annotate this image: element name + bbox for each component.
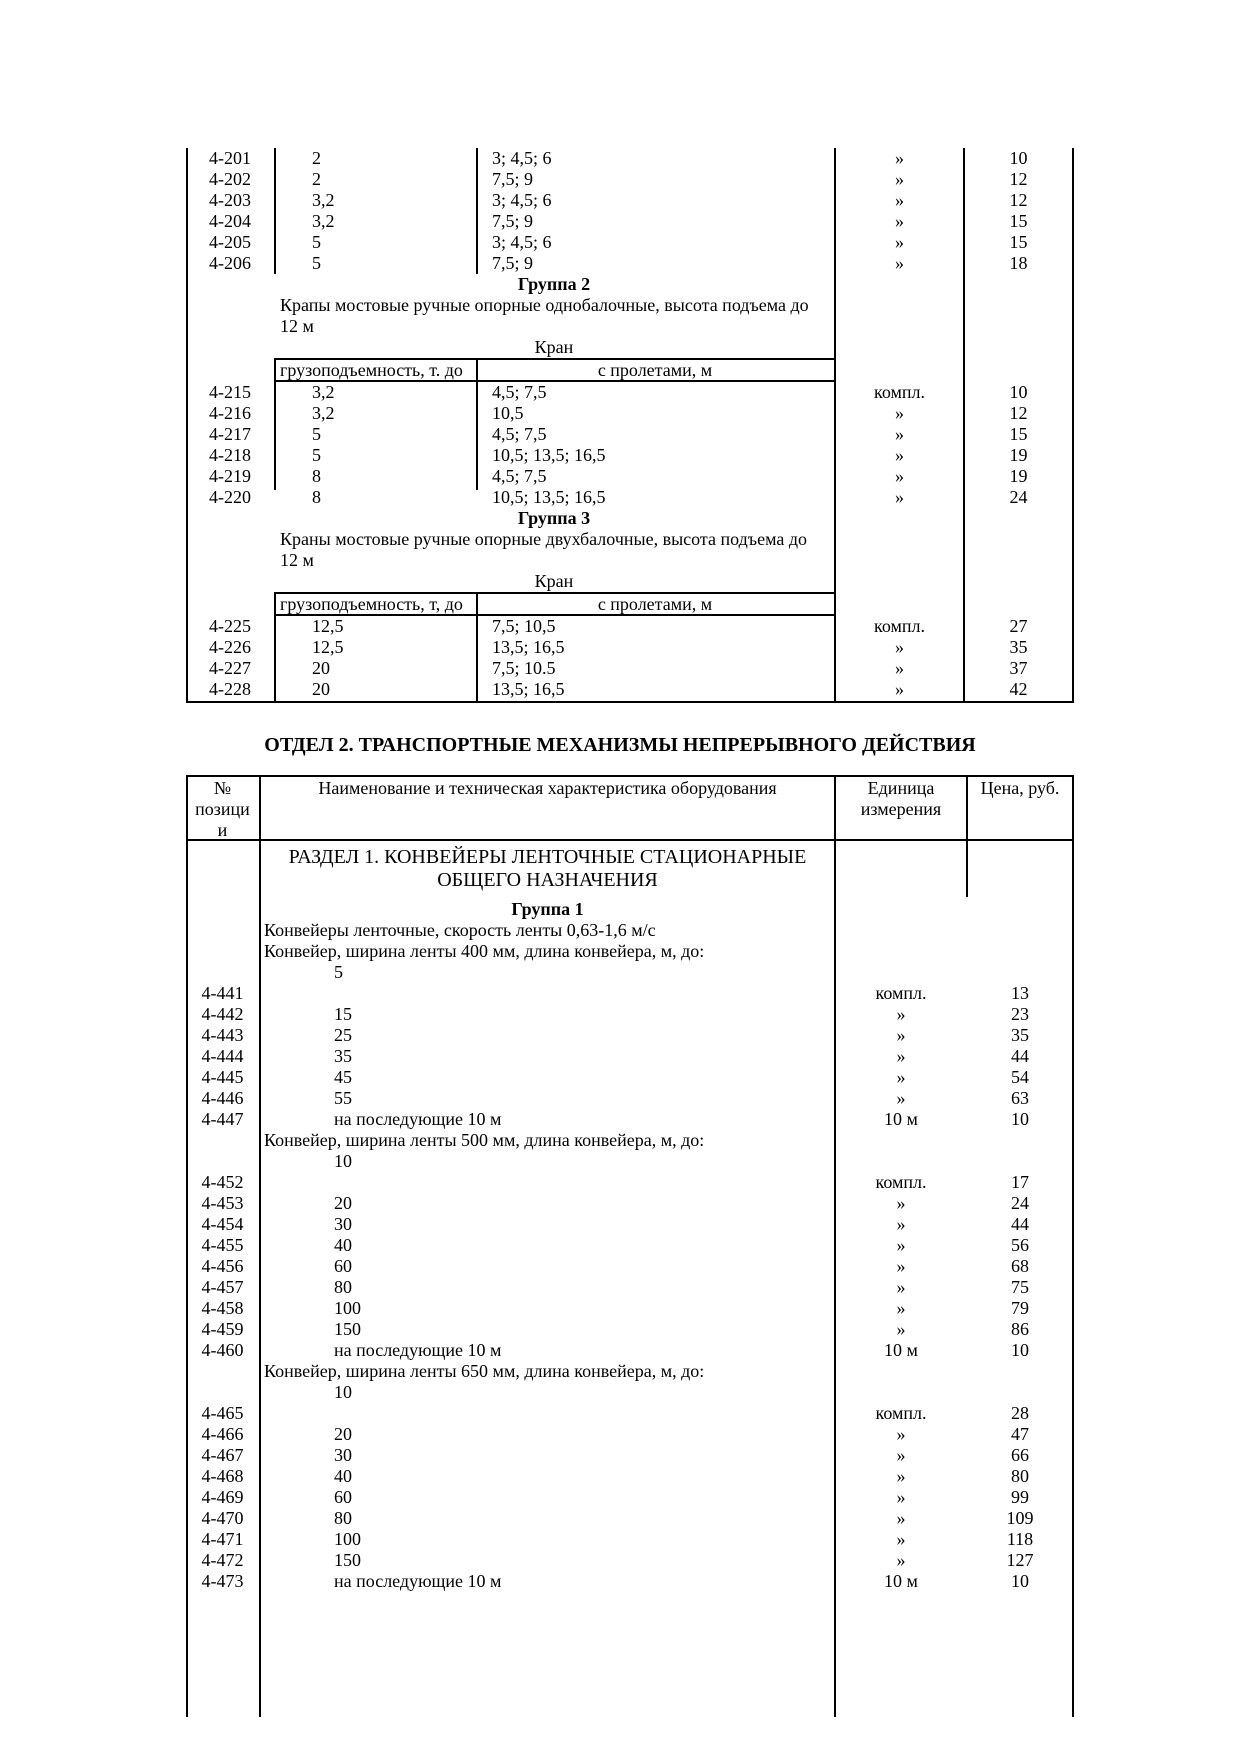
price-value: 28	[1011, 1403, 1029, 1423]
capacity-value: 8	[312, 487, 321, 507]
table-row	[186, 148, 1074, 169]
price-value: 118	[1006, 1529, 1034, 1549]
group-title: Группа 2	[517, 274, 591, 294]
capacity-value: 20	[312, 658, 330, 678]
unit-value: »	[896, 1214, 906, 1234]
position-number: 4-465	[201, 1403, 244, 1423]
length-value: на последующие 10 м	[334, 1109, 502, 1129]
table-row	[186, 616, 1074, 637]
header-text: и	[217, 820, 228, 840]
position-number: 4-447	[201, 1109, 244, 1129]
group-title: Группа 3	[517, 508, 591, 528]
unit-value: 10 м	[884, 1571, 918, 1591]
razdel-line: ОБЩЕГО НАЗНАЧЕНИЯ	[437, 869, 658, 891]
span-value: 4,5; 7,5	[492, 466, 547, 486]
length-value: 10	[334, 1151, 352, 1171]
position-number: 4-220	[209, 487, 251, 507]
position-number: 4-457	[201, 1277, 244, 1297]
unit-value: »	[896, 1277, 906, 1297]
position-number: 4-205	[209, 232, 251, 252]
length-value: 60	[334, 1256, 352, 1276]
span-header: с пролетами, м	[597, 360, 713, 380]
length-value: на последующие 10 м	[334, 1571, 502, 1591]
unit-value: »	[895, 445, 904, 465]
table-row	[186, 1235, 1074, 1256]
capacity-header: грузоподъемность, т. до	[280, 360, 463, 380]
position-number: 4-456	[201, 1256, 244, 1276]
section-heading: ОТДЕЛ 2. ТРАНСПОРТНЫЕ МЕХАНИЗМЫ НЕПРЕРЫВНОГО ДЕЙСТВИЯ	[264, 734, 976, 756]
unit-value: »	[896, 1487, 906, 1507]
position-number: 4-215	[209, 382, 251, 402]
unit-value: »	[896, 1550, 906, 1570]
capacity-value: 12,5	[312, 616, 344, 636]
table-row	[186, 487, 1074, 508]
table-row	[186, 1550, 1074, 1571]
group-title-row	[186, 274, 1074, 295]
unit-value: »	[895, 424, 904, 444]
header-text: Единица	[867, 778, 935, 798]
unit-value: 10 м	[884, 1340, 918, 1360]
razdel-line: РАЗДЕЛ 1. КОНВЕЙЕРЫ ЛЕНТОЧНЫЕ СТАЦИОНАРНЫЕ	[288, 846, 807, 868]
span-value: 3; 4,5; 6	[492, 190, 552, 210]
table-row	[186, 1088, 1074, 1109]
table-row	[186, 1466, 1074, 1487]
length-value: 60	[334, 1487, 352, 1507]
group-description: Крапы мостовые ручные опорные однобалочные, высота подъема до	[280, 295, 809, 315]
capacity-value: 3,2	[312, 190, 335, 210]
block-first-length-row	[186, 962, 1074, 983]
group-desc-row	[186, 295, 1074, 316]
block-first-length-row	[186, 1151, 1074, 1172]
position-number: 4-206	[209, 253, 251, 273]
unit-value: »	[895, 679, 904, 699]
table-row	[186, 1277, 1074, 1298]
position-number: 4-445	[201, 1067, 244, 1087]
unit-value: »	[895, 487, 904, 507]
price-value: 27	[1009, 616, 1028, 636]
table-row	[186, 637, 1074, 658]
table-row	[186, 169, 1074, 190]
block-title: Конвейер, ширина ленты 500 мм, длина конвейера, м, до:	[264, 1130, 705, 1150]
position-number: 4-455	[201, 1235, 244, 1255]
position-number: 4-454	[201, 1214, 244, 1234]
capacity-value: 12,5	[312, 637, 344, 657]
table-row	[186, 253, 1074, 274]
capacity-value: 2	[312, 148, 321, 168]
table-row	[186, 1046, 1074, 1067]
span-value: 7,5; 9	[492, 253, 534, 273]
capacity-value: 2	[312, 169, 321, 189]
position-number: 4-218	[209, 445, 251, 465]
table-row	[186, 1508, 1074, 1529]
table-row	[186, 1109, 1074, 1130]
position-number: 4-458	[201, 1298, 244, 1318]
length-value: 40	[334, 1466, 352, 1486]
price-value: 35	[1011, 1025, 1029, 1045]
table-row	[186, 1298, 1074, 1319]
price-value: 37	[1009, 658, 1028, 678]
unit-value: »	[896, 1193, 906, 1213]
unit-value: »	[896, 1508, 906, 1528]
group-description: 12 м	[280, 316, 314, 336]
price-value: 35	[1009, 637, 1028, 657]
span-value: 4,5; 7,5	[492, 424, 547, 444]
span-value: 7,5; 10.5	[492, 658, 556, 678]
price-value: 44	[1011, 1046, 1029, 1066]
position-number: 4-472	[201, 1550, 244, 1570]
block-title: Конвейер, ширина ленты 400 мм, длина конвейера, м, до:	[264, 941, 705, 961]
price-value: 12	[1009, 190, 1028, 210]
price-value: 127	[1006, 1550, 1034, 1570]
capacity-value: 5	[312, 253, 321, 273]
price-value: 54	[1011, 1067, 1029, 1087]
table-row	[186, 1571, 1074, 1592]
position-number: 4-201	[209, 148, 251, 168]
block-title-row	[186, 1130, 1074, 1151]
position-number: 4-225	[209, 616, 251, 636]
table-row	[186, 1193, 1074, 1214]
length-value: 150	[334, 1319, 361, 1339]
position-number: 4-227	[209, 658, 251, 678]
block-title-row	[186, 1361, 1074, 1382]
unit-value: компл.	[874, 616, 925, 636]
unit-value: »	[895, 169, 904, 189]
price-header: Цена, руб.	[980, 778, 1060, 798]
position-number: 4-442	[201, 1004, 244, 1024]
price-value: 19	[1009, 445, 1028, 465]
header-text: позици	[195, 799, 250, 819]
subheader-row	[186, 360, 1074, 381]
length-value: 35	[334, 1046, 352, 1066]
length-value: 25	[334, 1025, 352, 1045]
table-row	[186, 232, 1074, 253]
unit-value: »	[895, 148, 904, 168]
price-value: 12	[1009, 403, 1028, 423]
group-title-row	[186, 508, 1074, 529]
unit-value: »	[895, 658, 904, 678]
length-value: 10	[334, 1382, 352, 1402]
span-value: 7,5; 9	[492, 169, 534, 189]
group-desc-row	[186, 529, 1074, 550]
position-number: 4-473	[201, 1571, 244, 1591]
span-value: 7,5; 9	[492, 211, 534, 231]
position-number: 4-444	[201, 1046, 244, 1066]
span-value: 4,5; 7,5	[492, 382, 547, 402]
table-row	[186, 658, 1074, 679]
table-row	[186, 424, 1074, 445]
table-row	[186, 1172, 1074, 1193]
unit-value: »	[896, 1529, 906, 1549]
unit-value: компл.	[875, 1403, 927, 1423]
block-first-length-row	[186, 1382, 1074, 1403]
unit-value: »	[896, 1088, 906, 1108]
unit-value: »	[895, 466, 904, 486]
table-row	[186, 1340, 1074, 1361]
length-value: 15	[334, 1004, 352, 1024]
position-number: 4-202	[209, 169, 251, 189]
unit-value: 10 м	[884, 1109, 918, 1129]
span-value: 10,5; 13,5; 16,5	[492, 445, 606, 465]
table-row	[186, 211, 1074, 232]
unit-value: »	[896, 1025, 906, 1045]
capacity-value: 5	[312, 445, 321, 465]
span-value: 10,5; 13,5; 16,5	[492, 487, 606, 507]
span-header: с пролетами, м	[597, 594, 713, 614]
price-value: 10	[1011, 1109, 1029, 1129]
unit-value: »	[895, 637, 904, 657]
table-border-bottom	[186, 701, 1074, 703]
group-desc-row	[186, 920, 1074, 941]
position-header	[186, 778, 259, 841]
table-row	[186, 1214, 1074, 1235]
group-description: Конвейеры ленточные, скорость ленты 0,63-1,6 м/с	[264, 920, 656, 940]
position-number: 4-459	[201, 1319, 244, 1339]
length-value: 80	[334, 1277, 352, 1297]
table-row	[186, 1256, 1074, 1277]
price-value: 10	[1009, 382, 1028, 402]
span-value: 3; 4,5; 6	[492, 232, 552, 252]
unit-value: »	[896, 1046, 906, 1066]
position-number: 4-216	[209, 403, 251, 423]
capacity-value: 3,2	[312, 403, 335, 423]
position-number: 4-217	[209, 424, 251, 444]
price-value: 86	[1011, 1319, 1029, 1339]
kran-label: Кран	[534, 337, 574, 357]
group-desc-row	[186, 550, 1074, 571]
header-text: измерения	[860, 799, 942, 819]
span-value: 3; 4,5; 6	[492, 148, 552, 168]
block-title: Конвейер, ширина ленты 650 мм, длина конвейера, м, до:	[264, 1361, 705, 1381]
group-title-row	[186, 899, 1074, 920]
length-value: 5	[334, 962, 343, 982]
table-row	[186, 1403, 1074, 1424]
length-value: 45	[334, 1067, 352, 1087]
kran-row	[186, 571, 1074, 592]
position-number: 4-471	[201, 1529, 244, 1549]
position-number: 4-460	[201, 1340, 244, 1360]
unit-value: »	[895, 211, 904, 231]
price-value: 10	[1011, 1571, 1029, 1591]
price-value: 68	[1011, 1256, 1029, 1276]
subheader-row	[186, 594, 1074, 615]
block-title-row	[186, 941, 1074, 962]
unit-value: »	[895, 232, 904, 252]
length-value: 30	[334, 1445, 352, 1465]
price-value: 109	[1006, 1508, 1034, 1528]
position-number: 4-453	[201, 1193, 244, 1213]
unit-value: »	[896, 1256, 906, 1276]
table-border-right	[1072, 775, 1074, 897]
unit-value: »	[896, 1298, 906, 1318]
group-description: Краны мостовые ручные опорные двухбалочные, высота подъема до	[280, 529, 807, 549]
table-row	[186, 190, 1074, 211]
length-value: 20	[334, 1424, 352, 1444]
price-value: 17	[1011, 1172, 1029, 1192]
kran-row	[186, 337, 1074, 358]
unit-value: »	[896, 1445, 906, 1465]
capacity-value: 20	[312, 679, 330, 699]
position-number: 4-203	[209, 190, 251, 210]
span-value: 13,5; 16,5	[492, 637, 565, 657]
price-value: 10	[1009, 148, 1028, 168]
length-value: 100	[334, 1529, 361, 1549]
price-value: 44	[1011, 1214, 1029, 1234]
position-number: 4-469	[201, 1487, 244, 1507]
length-value: 100	[334, 1298, 361, 1318]
price-value: 18	[1009, 253, 1028, 273]
unit-value: »	[895, 403, 904, 423]
price-value: 80	[1011, 1466, 1029, 1486]
table-border-top	[186, 775, 1074, 777]
price-value: 24	[1009, 487, 1028, 507]
unit-value: компл.	[875, 983, 927, 1003]
table-row	[186, 1445, 1074, 1466]
unit-value: »	[895, 190, 904, 210]
span-value: 10,5	[492, 403, 524, 423]
price-value: 56	[1011, 1235, 1029, 1255]
position-number: 4-446	[201, 1088, 244, 1108]
unit-value: »	[896, 1235, 906, 1255]
unit-value: »	[895, 253, 904, 273]
length-value: 40	[334, 1235, 352, 1255]
length-value: 80	[334, 1508, 352, 1528]
group-desc-row	[186, 316, 1074, 337]
position-number: 4-467	[201, 1445, 244, 1465]
table-row	[186, 679, 1074, 700]
header-divider	[186, 839, 1074, 841]
position-number: 4-228	[209, 679, 251, 699]
position-number: 4-470	[201, 1508, 244, 1528]
position-number: 4-441	[201, 983, 244, 1003]
position-number: 4-226	[209, 637, 251, 657]
unit-value: компл.	[874, 382, 925, 402]
table-row	[186, 983, 1074, 1004]
price-value: 24	[1011, 1193, 1029, 1213]
unit-value: »	[896, 1067, 906, 1087]
position-number: 4-452	[201, 1172, 244, 1192]
price-value: 15	[1009, 424, 1028, 444]
length-value: 30	[334, 1214, 352, 1234]
price-value: 42	[1009, 679, 1028, 699]
price-value: 66	[1011, 1445, 1029, 1465]
unit-value: компл.	[875, 1172, 927, 1192]
length-value: 150	[334, 1550, 361, 1570]
unit-header	[836, 778, 966, 820]
table-row	[186, 1025, 1074, 1046]
table-row	[186, 1529, 1074, 1550]
group-title: Группа 1	[511, 899, 584, 919]
price-value: 19	[1009, 466, 1028, 486]
price-value: 75	[1011, 1277, 1029, 1297]
table-row	[186, 1004, 1074, 1025]
capacity-value: 3,2	[312, 382, 335, 402]
price-value: 15	[1009, 211, 1028, 231]
table-row	[186, 1487, 1074, 1508]
table-row	[186, 382, 1074, 403]
price-value: 13	[1011, 983, 1029, 1003]
header-text: №	[213, 778, 232, 798]
razdel-title	[261, 846, 834, 892]
unit-value: »	[896, 1004, 906, 1024]
capacity-value: 3,2	[312, 211, 335, 231]
name-header: Наименование и техническая характеристика оборудования	[318, 778, 777, 798]
position-number: 4-443	[201, 1025, 244, 1045]
span-value: 13,5; 16,5	[492, 679, 565, 699]
price-value: 10	[1011, 1340, 1029, 1360]
length-value: 55	[334, 1088, 352, 1108]
unit-value: »	[896, 1466, 906, 1486]
price-value: 99	[1011, 1487, 1029, 1507]
unit-value: »	[896, 1424, 906, 1444]
position-number: 4-466	[201, 1424, 244, 1444]
position-number: 4-204	[209, 211, 251, 231]
price-value: 12	[1009, 169, 1028, 189]
table-row	[186, 1424, 1074, 1445]
table-row	[186, 1319, 1074, 1340]
price-value: 23	[1011, 1004, 1029, 1024]
unit-value: »	[896, 1319, 906, 1339]
span-value: 7,5; 10,5	[492, 616, 556, 636]
price-value: 79	[1011, 1298, 1029, 1318]
price-value: 15	[1009, 232, 1028, 252]
length-value: 20	[334, 1193, 352, 1213]
table-row	[186, 403, 1074, 424]
table-row	[186, 466, 1074, 487]
table-row	[186, 1067, 1074, 1088]
length-value: на последующие 10 м	[334, 1340, 502, 1360]
kran-label: Кран	[534, 571, 574, 591]
group-description: 12 м	[280, 550, 314, 570]
position-number: 4-468	[201, 1466, 244, 1486]
price-value: 63	[1011, 1088, 1029, 1108]
capacity-value: 5	[312, 232, 321, 252]
capacity-value: 8	[312, 466, 321, 486]
capacity-value: 5	[312, 424, 321, 444]
capacity-header: грузоподъемность, т, до	[280, 594, 463, 614]
table-row	[186, 445, 1074, 466]
price-value: 47	[1011, 1424, 1029, 1444]
position-number: 4-219	[209, 466, 251, 486]
